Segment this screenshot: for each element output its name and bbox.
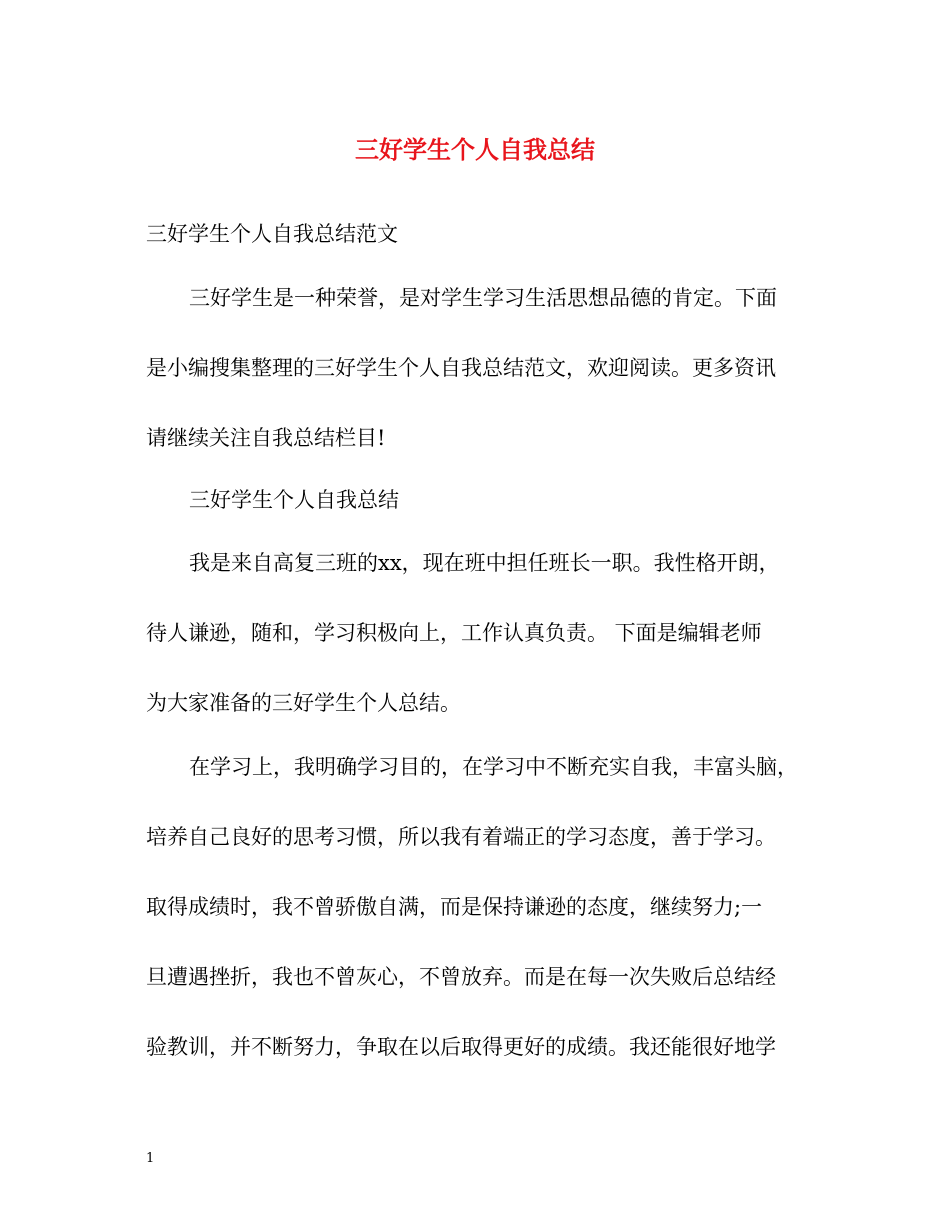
paragraph-line: 在学习上，我明确学习目的，在学习中不断充实自我，丰富头脑， <box>189 755 798 779</box>
paragraph-line: 旦遭遇挫折，我也不曾灰心，不曾放弃。而是在每一次失败后总结经 <box>146 965 776 989</box>
paragraph-line: 我是来自高复三班的xx，现在班中担任班长一职。我性格开朗， <box>189 551 780 575</box>
document-subtitle: 三好学生个人自我总结范文 <box>146 222 398 246</box>
section-heading: 三好学生个人自我总结 <box>189 488 399 512</box>
paragraph-line: 取得成绩时，我不曾骄傲自满，而是保持谦逊的态度，继续努力;一 <box>146 895 763 919</box>
paragraph-line: 三好学生是一种荣誉，是对学生学习生活思想品德的肯定。下面 <box>189 286 777 310</box>
paragraph-line: 验教训，并不断努力，争取在以后取得更好的成绩。我还能很好地学 <box>146 1035 776 1059</box>
paragraph-line: 请继续关注自我总结栏目! <box>146 426 386 450</box>
document-title: 三好学生个人自我总结 <box>355 135 595 164</box>
paragraph-line: 培养自己良好的思考习惯，所以我有着端正的学习态度，善于学习。 <box>146 825 776 849</box>
paragraph-line: 待人谦逊，随和，学习积极向上，工作认真负责。 下面是编辑老师 <box>146 621 762 645</box>
paragraph-line: 是小编搜集整理的三好学生个人自我总结范文，欢迎阅读。更多资讯 <box>146 356 776 380</box>
page-number: 1 <box>146 1151 155 1166</box>
paragraph-line: 为大家准备的三好学生个人总结。 <box>146 691 461 715</box>
